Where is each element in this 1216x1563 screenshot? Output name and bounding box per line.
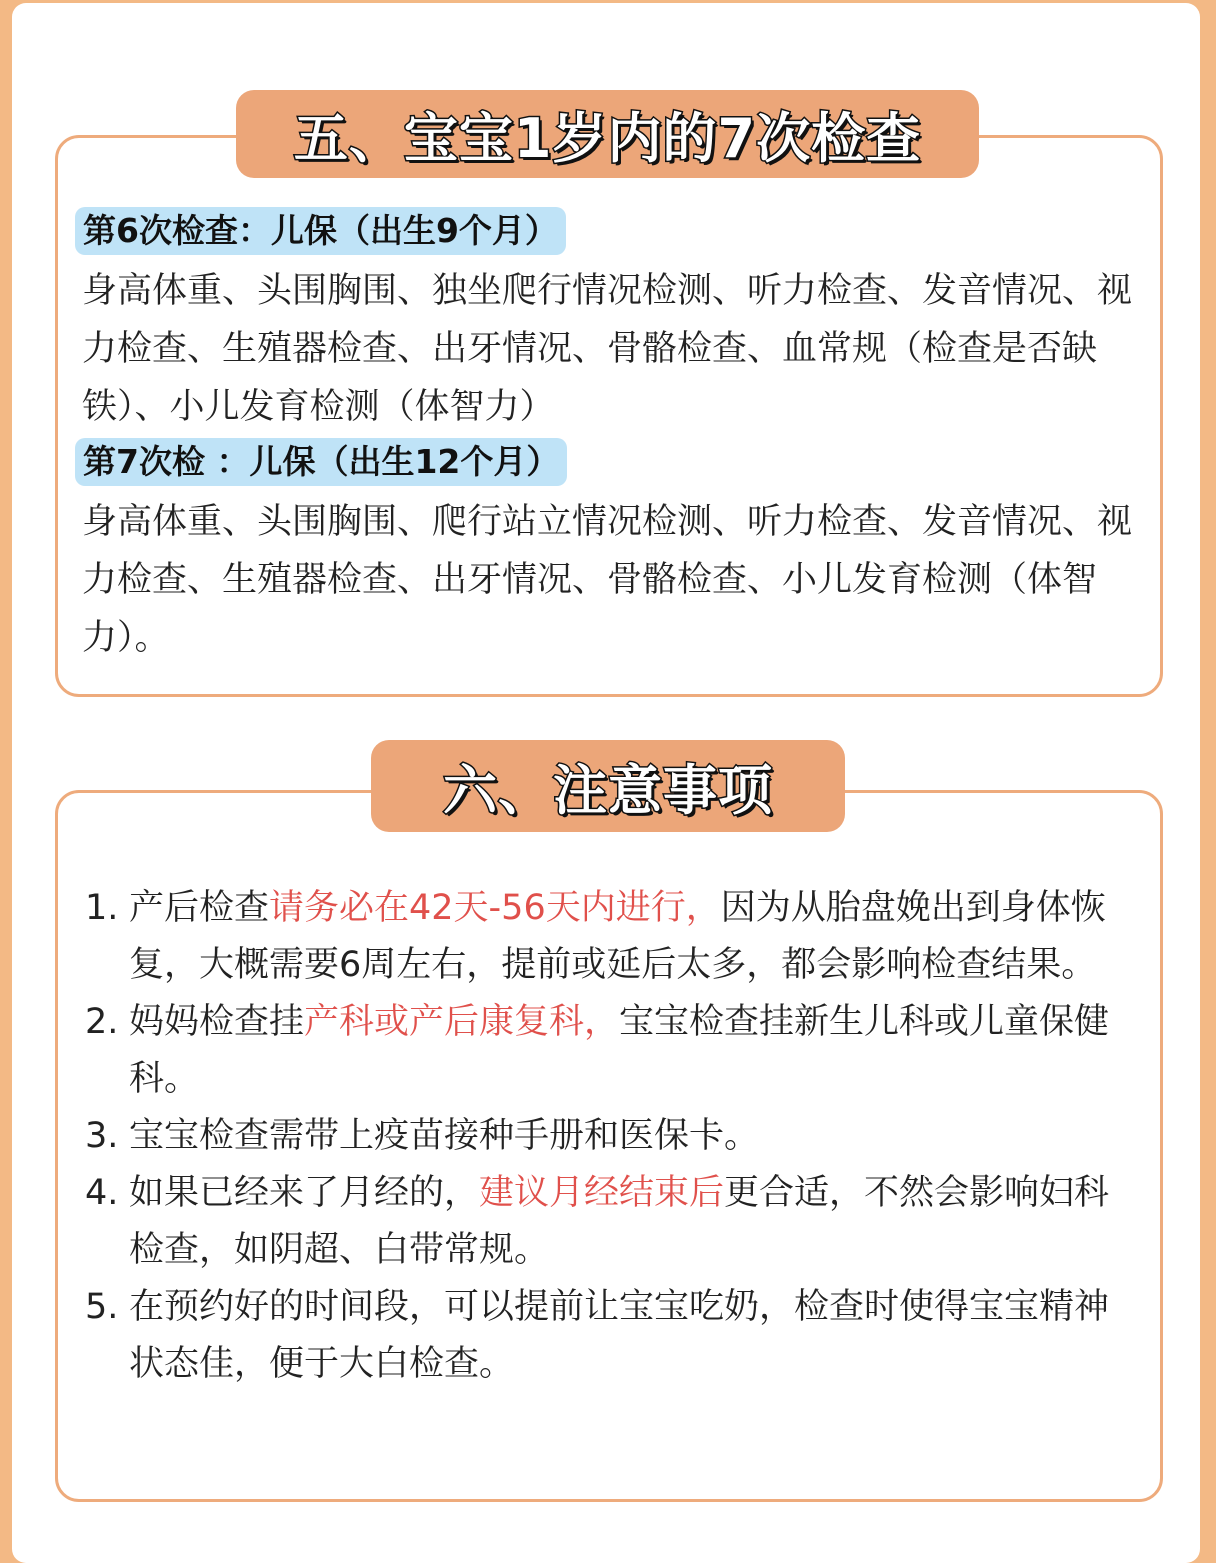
text: 宝宝检查挂新生儿科或儿童保健科。 (129, 1002, 1110, 1099)
text: 宝宝检查需带上疫苗接种手册和医保卡。 (129, 1116, 760, 1156)
list-item (85, 1165, 1135, 1279)
text: 产后检查 (129, 888, 270, 928)
check-7-heading: 第7次检 ：儿保（出生12个月） (75, 438, 567, 486)
check-6-body: 身高体重、头围胸围、独坐爬行情况检测、听力检查、发音情况、视力检查、生殖器检查、出牙情况、骨骼检查、血常规（检查是否缺铁）、小儿发育检测（体智力） (82, 271, 1133, 427)
list-item (85, 880, 1135, 994)
text: 妈妈检查挂 (129, 1002, 305, 1042)
section-5-title: 五、宝宝1岁内的7次检查 (236, 90, 979, 178)
item-number: 2. (85, 1002, 119, 1042)
item-text (129, 1279, 1135, 1393)
notes-list (85, 880, 1135, 1393)
text: 因为从胎盘娩出到身体恢复，大概需要6周左右，提前或延后太多，都会影响检查结果。 (129, 888, 1106, 985)
highlight-text: 产科或产后康复科， (304, 1002, 620, 1042)
item-text (129, 1108, 759, 1165)
item-number: 4. (85, 1173, 119, 1213)
text: 更合适，不然会影响妇科检查，如阴超、白带常规。 (129, 1173, 1110, 1270)
list-item (85, 994, 1135, 1108)
item-text (129, 880, 1135, 994)
highlight-text: 建议月经结束后 (479, 1173, 725, 1213)
item-number: 3. (85, 1116, 119, 1156)
item-text (129, 994, 1135, 1108)
item-number: 5. (85, 1287, 119, 1327)
text: 在预约好的时间段，可以提前让宝宝吃奶，检查时使得宝宝精神状态佳，便于大白检查。 (129, 1287, 1110, 1384)
check-6-heading: 第6次检查：儿保（出生9个月） (75, 207, 566, 255)
list-item (85, 1279, 1135, 1393)
item-text (129, 1165, 1135, 1279)
check-7-body: 身高体重、头围胸围、爬行站立情况检测、听力检查、发音情况、视力检查、生殖器检查、出牙情况、骨骼检查、小儿发育检测（体智力）。 (82, 502, 1133, 658)
list-item (85, 1108, 1135, 1165)
section-6-title: 六、注意事项 (371, 740, 845, 832)
text: 如果已经来了月经的， (129, 1173, 480, 1213)
highlight-text: 请务必在42天-56天内进行， (269, 888, 721, 928)
item-number: 1. (85, 888, 119, 928)
